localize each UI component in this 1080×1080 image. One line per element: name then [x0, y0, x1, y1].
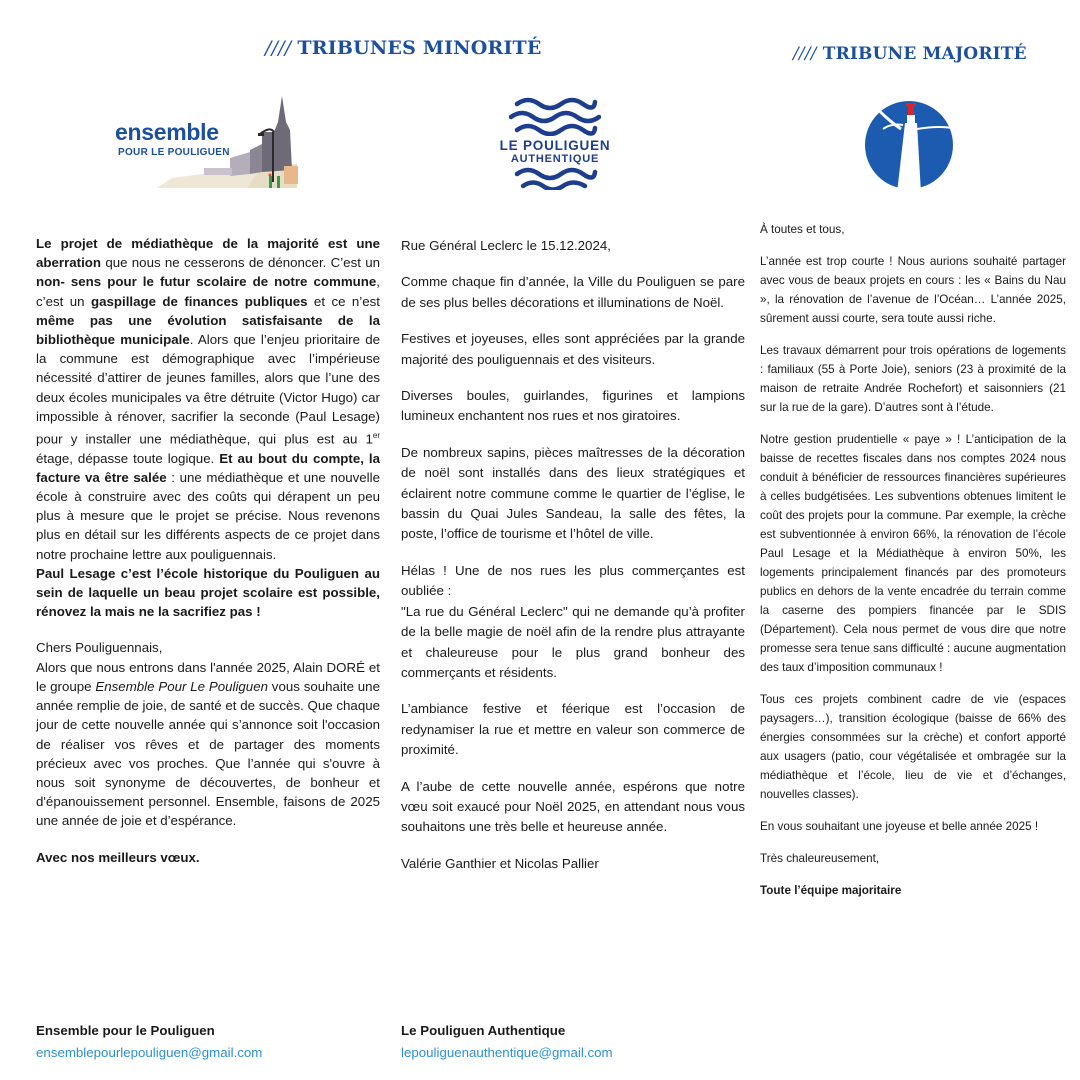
paragraph: Comme chaque fin d’année, la Ville du Pouliguen se pare de ses plus belles décorations et illuminations de Noël. [401, 274, 745, 310]
footer-group-ensemble-email-link[interactable]: ensemblepourlepouliguen@gmail.com [36, 1045, 263, 1060]
heading-slashes: //// [265, 37, 292, 59]
logo-majorite [861, 85, 961, 195]
closing-line: Avec nos meilleurs vœux. [36, 849, 200, 865]
heading-slashes: //// [793, 44, 817, 64]
paragraph: Hélas ! Une de nos rues les plus commerçantes est oubliée : "La rue du Général Leclerc" qui ne demande qu’à profiter de la belle magie de noël afin de la rendre plus attrayante et chaleureuse pour le plus grand bonheur des commerçants et résidents. [401, 562, 745, 680]
paragraph: Tous ces projets combinent cadre de vie (espaces paysagers…), transition écologique (baisse de 66% des énergies consommées sur la crèche) et confort apporté aux usagers (patio, cour végétalisée et ombragée sur la médiathèque et l’école, lieu de vie et d’échanges, nouvelles classes). [760, 693, 1066, 801]
tribune-authentique-text [401, 236, 745, 890]
paragraph: L’ambiance festive et féerique est l’occasion de redynamiser la rue et mettre en valeur son commerce de proximité. [401, 701, 745, 758]
waves-bottom-icon [509, 166, 601, 190]
heading-text: TRIBUNE MAJORITÉ [822, 44, 1027, 64]
logo-ensemble-sub: POUR LE POULIGUEN [118, 147, 230, 158]
paragraph: Rue Général Leclerc le 15.12.2024, [401, 238, 611, 253]
tribune-ensemble-text [36, 234, 380, 884]
paragraph: Festives et joyeuses, elles sont appréciées par la grande majorité des pouliguennais et des visiteurs. [401, 331, 745, 367]
paragraph: L’année est trop courte ! Nous aurions souhaité partager avec vous de beaux projets en cours : les « Bains du Nau », la rénovation de l’avenue de l’Océan… L’année 2025, sûrement aussi courte, sera toute aussi riche. [760, 255, 1066, 325]
paragraph-voeux: Chers Pouliguennais, Alors que nous entrons dans l'année 2025, Alain DORÉ et le groupe Ensemble Pour Le Pouliguen vous souhaite une année remplie de joie, de santé et de succès. Que chaque jour de cette nouvelle année qui s’annonce soit l'occasion de réaliser vos rêves et de partager des moments précieux avec vos proches. Que l’année qui s'ouvre à nous soit synonyme de découvertes, de bonheur et d'épanouissement personnel. Ensemble, faisons de 2025 une année de joie et d’espérance. [36, 640, 380, 829]
heading-text: TRIBUNES MINORITÉ [297, 37, 542, 59]
logo-ensemble-word: ensemble [115, 119, 219, 145]
paragraph: Les travaux démarrent pour trois opérations de logements : familiaux (55 à Porte Joie), seniors (23 à proximité de la maison de retraite Andrée Rochefort) et saisonniers (21 sur la rue de la gare). D’autres sont à l’étude. [760, 344, 1066, 414]
logo-ensemble-pour-le-pouliguen [112, 92, 302, 192]
logo-authentique-line2: AUTHENTIQUE [510, 153, 600, 165]
signature: Toute l’équipe majoritaire [760, 884, 902, 897]
signature: Valérie Ganthier et Nicolas Pallier [401, 855, 599, 871]
lighthouse-emblem-icon [861, 85, 961, 195]
heading-tribunes-minorite [265, 37, 542, 59]
paragraph: A l’aube de cette nouvelle année, espérons que notre vœu soit exaucé pour Noël 2025, en attendant nous vous souhaitons une très belle et heureuse année. [401, 778, 745, 835]
paragraph: En vous souhaitant une joyeuse et belle année 2025 ! [760, 820, 1039, 833]
paragraph: Diverses boules, guirlandes, figurines et lampions lumineux enchantent nos rues et nos giratoires. [401, 388, 745, 424]
logo-authentique-line1: LE POULIGUEN [499, 138, 611, 153]
paragraph: De nombreux sapins, pièces maîtresses de la décoration de noël sont installés dans des lieux stratégiques et éclairent notre commune comme le quartier de l’église, le bassin du Quai Jules Sandeau, la salle des fêtes, la poste, l’office de tourisme et l’hôtel de ville. [401, 444, 745, 542]
footer-group-ensemble-name: Ensemble pour le Pouliguen [36, 1023, 215, 1038]
footer-group-authentique-email-link[interactable]: lepouliguenauthentique@gmail.com [401, 1045, 613, 1060]
waves-icon [509, 96, 601, 136]
paragraph: Notre gestion prudentielle « paye » ! L’anticipation de la baisse de recettes fiscales dans nos comptes 2024 nous conduit à bénéficier de ressources financières supérieures à celles budgétisées. Les subventions obtenues limitent le coût des projets pour la commune. Par exemple, la crèche est subventionnée à environ 66%, la rénovation de l’école Paul Lesage et la Médiathèque à environ 50%, les logements principalement financés par des promoteurs publics en dehors de la vente encadrée du terrain comme la caserne des pompiers financée par le SDIS (Département). Cela nous permet de vous dire que notre promesse sera tenue sans difficulté : aucune augmentation des taux d’imposition communaux ! [760, 433, 1066, 674]
tribune-majorite-text [760, 220, 1066, 913]
paragraph: À toutes et tous, [760, 223, 845, 236]
paragraph: Très chaleureusement, [760, 852, 880, 865]
footer-group-authentique-name: Le Pouliguen Authentique [401, 1023, 566, 1038]
paragraph-mediatheque: Le projet de médiathèque de la majorité est une aberration que nous ne cesserons de dénoncer. C’est un non- sens pour le futur scolaire de notre commune, c’est un gaspillage de finances publiques et ce n’est même pas une évolution satisfaisante de la bibliothèque municipale. Alors que l’enjeu prioritaire de la commune est démographique avec l’impérieuse nécessité d’attirer de jeunes familles, alors que l’une des deux écoles municipales va être détruite (Victor Hugo) car impossible à rénover, sacrifier la seconde (Paul Lesage) pour y installer une médiathèque, qui plus est au 1er étage, dépasse toute logique. Et au bout du compte, la facture va être salée : une médiathèque et une nouvelle école à construire avec des coûts qui dérapent un peu plus à mesure que le projet se précise. Nous revenons plus en détail sur les différents aspects de ce projet dans notre prochaine lettre aux pouliguennais. Paul Lesage c’est l’école historique du Pouliguen au sein de laquelle un beau projet scolaire est possible, rénovez la mais ne la sacrifiez pas ! [36, 236, 380, 620]
logo-le-pouliguen-authentique [495, 96, 615, 186]
heading-tribune-majorite [793, 44, 1027, 64]
